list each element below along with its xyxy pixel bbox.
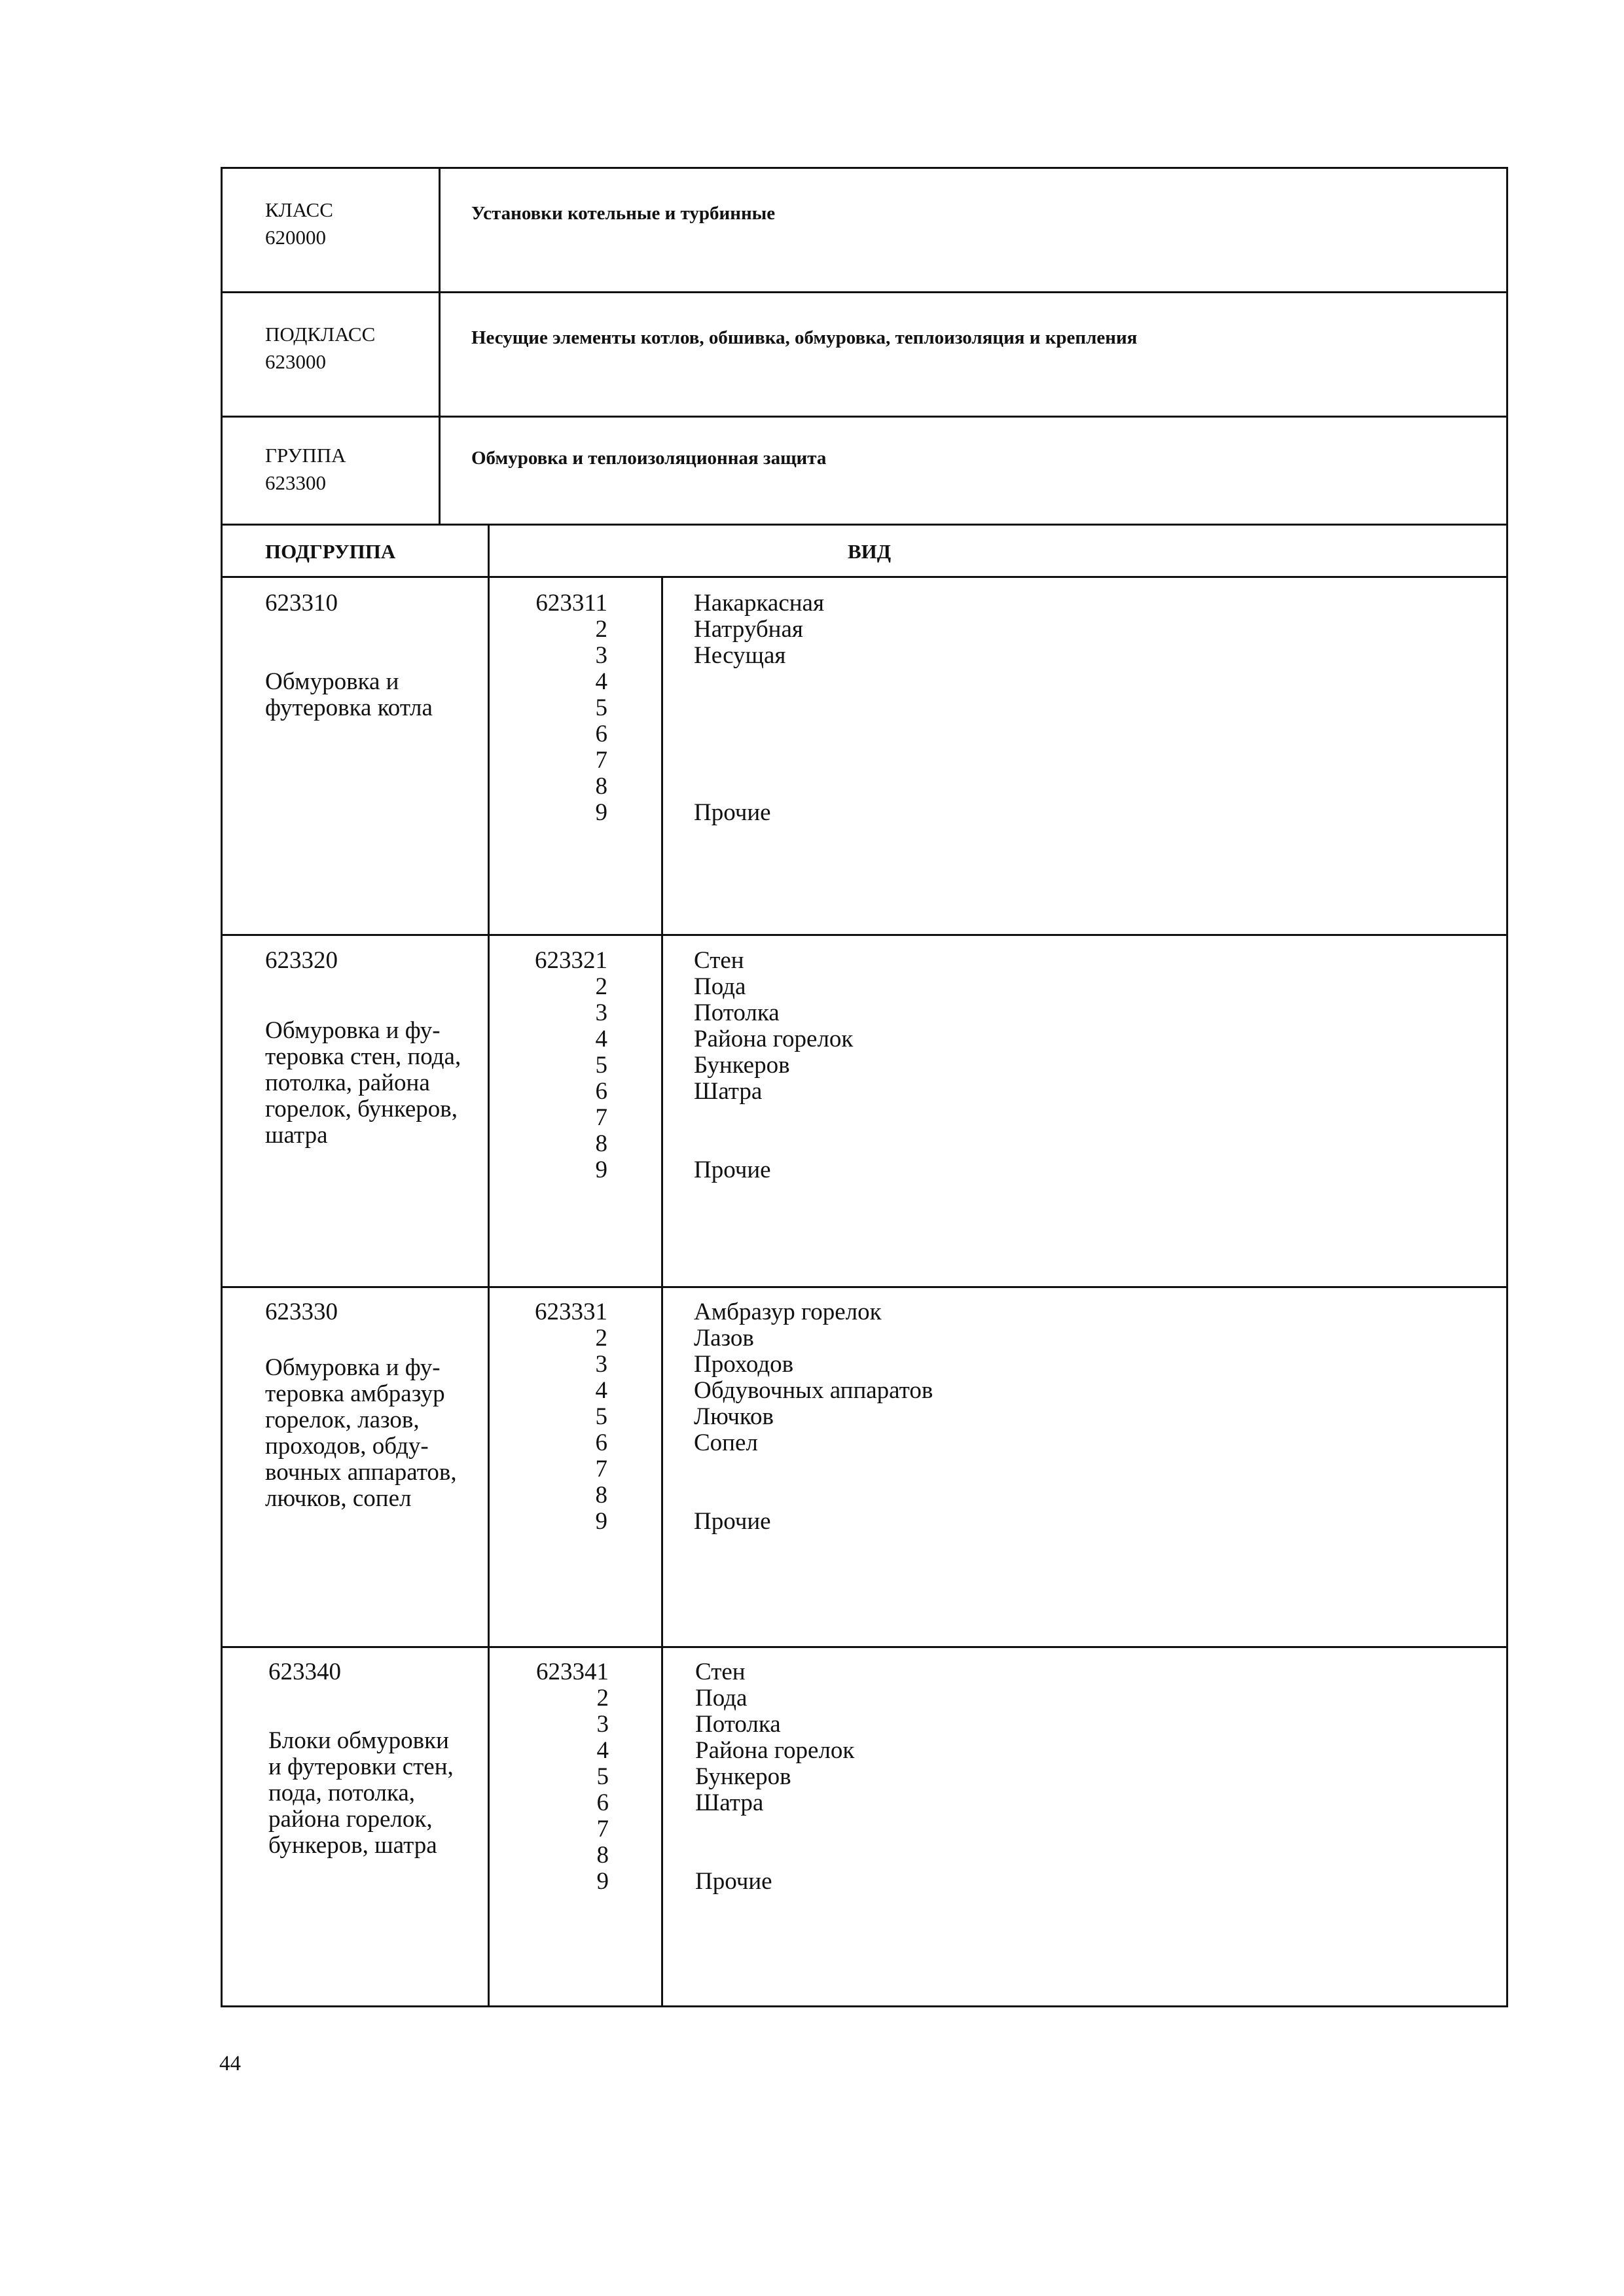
kind-name: Бункеров [694, 1052, 790, 1079]
subgroup-code: 623310 [265, 590, 338, 617]
kind-code: 8 [595, 1482, 607, 1509]
kind-code: 9 [595, 1157, 607, 1183]
kind-code: 6 [595, 721, 607, 747]
kind-code: 5 [596, 1763, 609, 1790]
kind-name [694, 747, 824, 774]
kind-code: 4 [595, 1377, 607, 1404]
subgroup-row-divider [221, 1286, 1508, 1288]
kind-name: Прочие [694, 799, 771, 826]
kind-code: 5 [595, 1403, 607, 1430]
header-column-divider [439, 167, 441, 524]
kind-name [694, 1482, 933, 1509]
subclass-label: ПОДКЛАСС [265, 323, 376, 346]
kind-code: 5 [595, 694, 607, 721]
kind-code: 8 [596, 1842, 609, 1869]
kind-name: Сопел [694, 1429, 758, 1456]
kind-codes [516, 948, 607, 1183]
kind-name: Шатра [694, 1078, 763, 1105]
kind-code: 4 [595, 1026, 607, 1052]
subgroup-description: Обмуровка и футеровка котла [265, 668, 433, 721]
kind-codes [516, 1299, 607, 1535]
kind-name [694, 1456, 933, 1482]
kind-name: Обдувочных аппаратов [694, 1377, 933, 1404]
kind-name: Прочие [694, 1157, 771, 1183]
kind-name [694, 774, 824, 800]
subgroup-code: 623340 [268, 1659, 341, 1685]
kind-name: Натрубная [694, 616, 803, 643]
kind-code: 9 [595, 799, 607, 826]
kind-code: 7 [595, 1104, 607, 1131]
header-row-divider [221, 416, 1508, 418]
kind-code: 6 [595, 1429, 607, 1456]
kind-code: 9 [595, 1508, 607, 1535]
kind-name: Пода [695, 1685, 748, 1712]
kind-name [695, 1842, 854, 1869]
kind-name: Лазов [694, 1325, 754, 1352]
kind-code: 7 [596, 1816, 609, 1842]
kind-code: 3 [595, 999, 607, 1026]
kind-code: 4 [595, 668, 607, 695]
kind-code: 3 [595, 642, 607, 669]
column-header-kind: ВИД [848, 540, 892, 563]
group-title: Обмуровка и теплоизоляционная защита [471, 448, 827, 469]
subclass-title: Несущие элементы котлов, обшивка, обмуровка, теплоизоляция и крепления [471, 327, 1138, 348]
kind-name [694, 721, 824, 747]
subclass-cell [265, 321, 375, 376]
kind-names [695, 1659, 854, 1895]
kind-code: 4 [596, 1737, 609, 1764]
kind-code: 8 [595, 1130, 607, 1157]
class-code: 620000 [265, 226, 326, 249]
class-cell [265, 196, 333, 251]
kind-code: 623311 [535, 590, 607, 617]
kind-code: 2 [595, 616, 607, 643]
kind-code: 6 [595, 1078, 607, 1105]
page-number: 44 [219, 2052, 241, 2075]
subgroup-code: 623320 [265, 947, 338, 974]
kind-code: 623331 [535, 1299, 607, 1325]
kind-name [694, 1105, 853, 1131]
subgroup-code: 623330 [265, 1299, 338, 1325]
kind-name [694, 695, 824, 721]
kind-name [694, 1131, 853, 1157]
subgroup-description: Блоки обмуровки и футеровки стен, пода, потолка, района горелок, бункеров, шатра [268, 1727, 454, 1859]
kind-name [694, 669, 824, 695]
kind-name: Проходов [694, 1351, 794, 1378]
header-row-divider [221, 291, 1508, 293]
kind-name: Прочие [695, 1868, 772, 1895]
kind-code: 623341 [536, 1659, 609, 1685]
subgroup-column-divider [488, 524, 490, 2007]
kind-code: 3 [595, 1351, 607, 1378]
column-header-divider [221, 576, 1508, 578]
kind-name: Стен [694, 947, 744, 974]
kind-name: Шатра [695, 1789, 764, 1816]
subgroup-row-divider [221, 1646, 1508, 1648]
column-header-subgroup: ПОДГРУППА [265, 540, 396, 563]
kind-code: 9 [596, 1868, 609, 1895]
kind-code: 8 [595, 773, 607, 800]
kind-code: 2 [595, 973, 607, 1000]
class-label: КЛАСС [265, 198, 333, 221]
kind-name: Бункеров [695, 1763, 791, 1790]
kind-code: 2 [595, 1325, 607, 1352]
kind-codes [517, 1659, 609, 1895]
kind-name: Района горелок [695, 1737, 855, 1764]
header-row-divider [221, 524, 1508, 526]
kind-code: 7 [595, 1456, 607, 1482]
kind-code: 2 [596, 1685, 609, 1712]
group-cell [265, 442, 346, 497]
code-column-divider [661, 576, 663, 2007]
kind-name: Лючков [694, 1403, 774, 1430]
kind-code: 623321 [535, 947, 607, 974]
kind-name: Накаркасная [694, 590, 824, 617]
kind-names [694, 1299, 933, 1535]
kind-name: Амбразур горелок [694, 1299, 882, 1325]
kind-names [694, 948, 853, 1183]
kind-code: 7 [595, 747, 607, 774]
kind-name: Потолка [694, 999, 780, 1026]
kind-name: Несущая [694, 642, 786, 669]
class-title: Установки котельные и турбинные [471, 203, 776, 224]
subclass-code: 623000 [265, 350, 326, 373]
subgroup-description: Обмуровка и фу- теровка стен, пода, потолка, района горелок, бункеров, шатра [265, 1017, 461, 1149]
kind-code: 3 [596, 1711, 609, 1738]
subgroup-description: Обмуровка и фу- теровка амбразур горелок, лазов, проходов, обду- вочных аппаратов, лючков, сопел [265, 1354, 457, 1512]
kind-name [695, 1816, 854, 1842]
kind-name: Стен [695, 1659, 746, 1685]
kind-name: Потолка [695, 1711, 781, 1738]
kind-codes [516, 590, 607, 826]
kind-name: Района горелок [694, 1026, 854, 1052]
kind-names [694, 590, 824, 826]
group-code: 623300 [265, 471, 326, 494]
kind-name: Прочие [694, 1508, 771, 1535]
subgroup-row-divider [221, 934, 1508, 936]
kind-code: 5 [595, 1052, 607, 1079]
group-label: ГРУППА [265, 444, 346, 467]
kind-name: Пода [694, 973, 746, 1000]
kind-code: 6 [596, 1789, 609, 1816]
